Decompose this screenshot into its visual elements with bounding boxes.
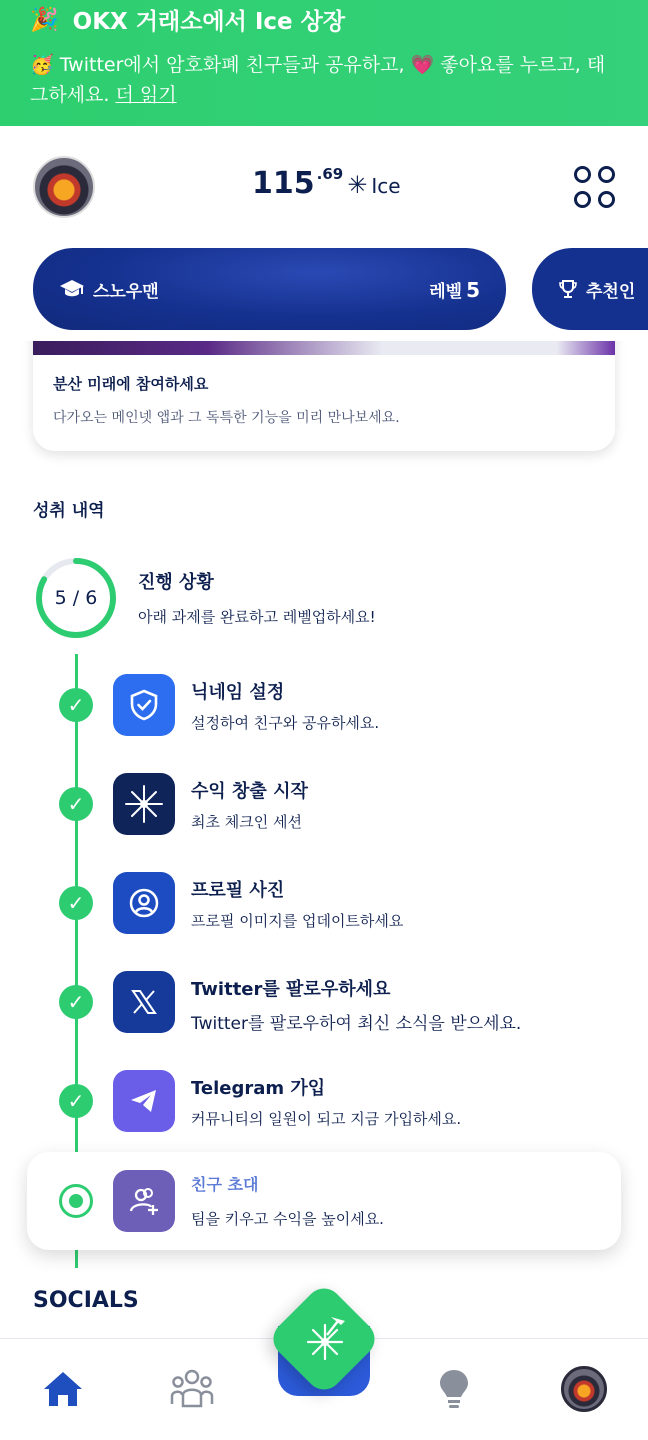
balance-integer: 115 (252, 166, 315, 201)
banner-text (30, 50, 618, 110)
tips-tab[interactable] (424, 1359, 484, 1419)
party-emoji: 🎉 (30, 6, 59, 33)
level-indicator (429, 277, 480, 302)
task-title: Twitter를 팔로우하세요 (191, 979, 391, 1000)
task-subtitle: 설정하여 친구와 공유하세요. (191, 714, 380, 732)
banner-text-part1: Twitter에서 암호화폐 친구들과 공유하고, (59, 54, 411, 76)
progress-title: 진행 상황 (138, 572, 214, 593)
promo-subtitle: 다가오는 메인넷 앱과 그 독특한 기능을 미리 만나보세요. (53, 410, 400, 426)
announcement-banner[interactable] (0, 0, 648, 126)
banner-title: OKX 거래소에서 Ice 상장 (72, 8, 346, 35)
team-icon (169, 1368, 215, 1410)
task-title: 수익 창출 시작 (191, 781, 308, 802)
promo-title: 분산 미래에 참여하세요 (53, 375, 209, 393)
profile-icon (113, 872, 175, 934)
check-icon: ✓ (59, 985, 93, 1019)
smile-emoji: 🥳 (30, 54, 54, 76)
avatar[interactable] (33, 156, 95, 218)
lightbulb-icon (437, 1368, 471, 1410)
header (0, 126, 648, 341)
trophy-icon (558, 279, 578, 299)
task-subtitle: 팀을 키우고 수익을 높이세요. (191, 1210, 384, 1228)
check-icon: ✓ (59, 886, 93, 920)
heart-emoji: 💗 (410, 54, 435, 76)
read-more-link[interactable]: 더 읽기 (115, 84, 177, 106)
task-item-profile-photo[interactable] (0, 872, 648, 952)
level-value: 5 (466, 277, 480, 302)
achievements-title: 성취 내역 (33, 501, 105, 521)
task-item-nickname[interactable] (0, 674, 648, 754)
level-card[interactable] (33, 248, 506, 330)
referrer-button[interactable] (532, 248, 648, 330)
task-item-twitter[interactable] (0, 971, 648, 1051)
progress-count: 5 / 6 (54, 587, 98, 609)
task-title: 친구 초대 (191, 1175, 259, 1194)
check-icon: ✓ (59, 787, 93, 821)
balance (252, 166, 401, 201)
task-item-invite-friends[interactable] (0, 1170, 648, 1250)
task-item-telegram[interactable] (0, 1070, 648, 1150)
profile-tab[interactable] (554, 1359, 614, 1419)
invite-friends-icon (113, 1170, 175, 1232)
shield-icon (113, 674, 175, 736)
balance-decimal: .69 (316, 165, 344, 183)
check-icon: ✓ (59, 688, 93, 722)
home-icon (41, 1368, 85, 1410)
team-tab[interactable] (162, 1359, 222, 1419)
task-title: 닉네임 설정 (191, 682, 285, 703)
balance-unit: Ice (371, 174, 401, 198)
check-icon: ✓ (59, 1084, 93, 1118)
telegram-icon (113, 1070, 175, 1132)
x-icon (113, 971, 175, 1033)
ice-star-icon (113, 773, 175, 835)
level-label: 스노우맨 (93, 281, 159, 302)
task-title: 프로필 사진 (191, 880, 285, 901)
banner-title-row (30, 6, 618, 35)
progress-subtitle: 아래 과제를 완료하고 레벨업하세요! (138, 608, 376, 626)
level-text: 레벨 (429, 281, 463, 302)
referrer-label: 추천인 (586, 281, 636, 302)
menu-grid-icon[interactable] (574, 166, 618, 210)
task-item-start-earning[interactable] (0, 773, 648, 853)
profile-avatar-icon (561, 1366, 607, 1412)
task-subtitle: 최초 체크인 세션 (191, 813, 302, 831)
task-subtitle: 프로필 이미지를 업데이트하세요 (191, 912, 404, 930)
graduation-cap-icon (59, 278, 85, 300)
level-badge (59, 277, 159, 302)
task-title: Telegram 가입 (191, 1078, 326, 1099)
home-tab[interactable] (33, 1359, 93, 1419)
task-subtitle: 커뮤니티의 일원이 되고 지금 가입하세요. (191, 1110, 462, 1128)
ice-pickaxe-icon (290, 1304, 360, 1374)
ice-star-icon: ✳ (347, 171, 368, 199)
task-subtitle: Twitter를 팔로우하여 최신 소식을 받으세요. (191, 1014, 522, 1034)
banner-text-part2: 좋아요를 누르고, 태그하세요. (30, 54, 606, 106)
socials-title: SOCIALS (33, 1288, 139, 1313)
